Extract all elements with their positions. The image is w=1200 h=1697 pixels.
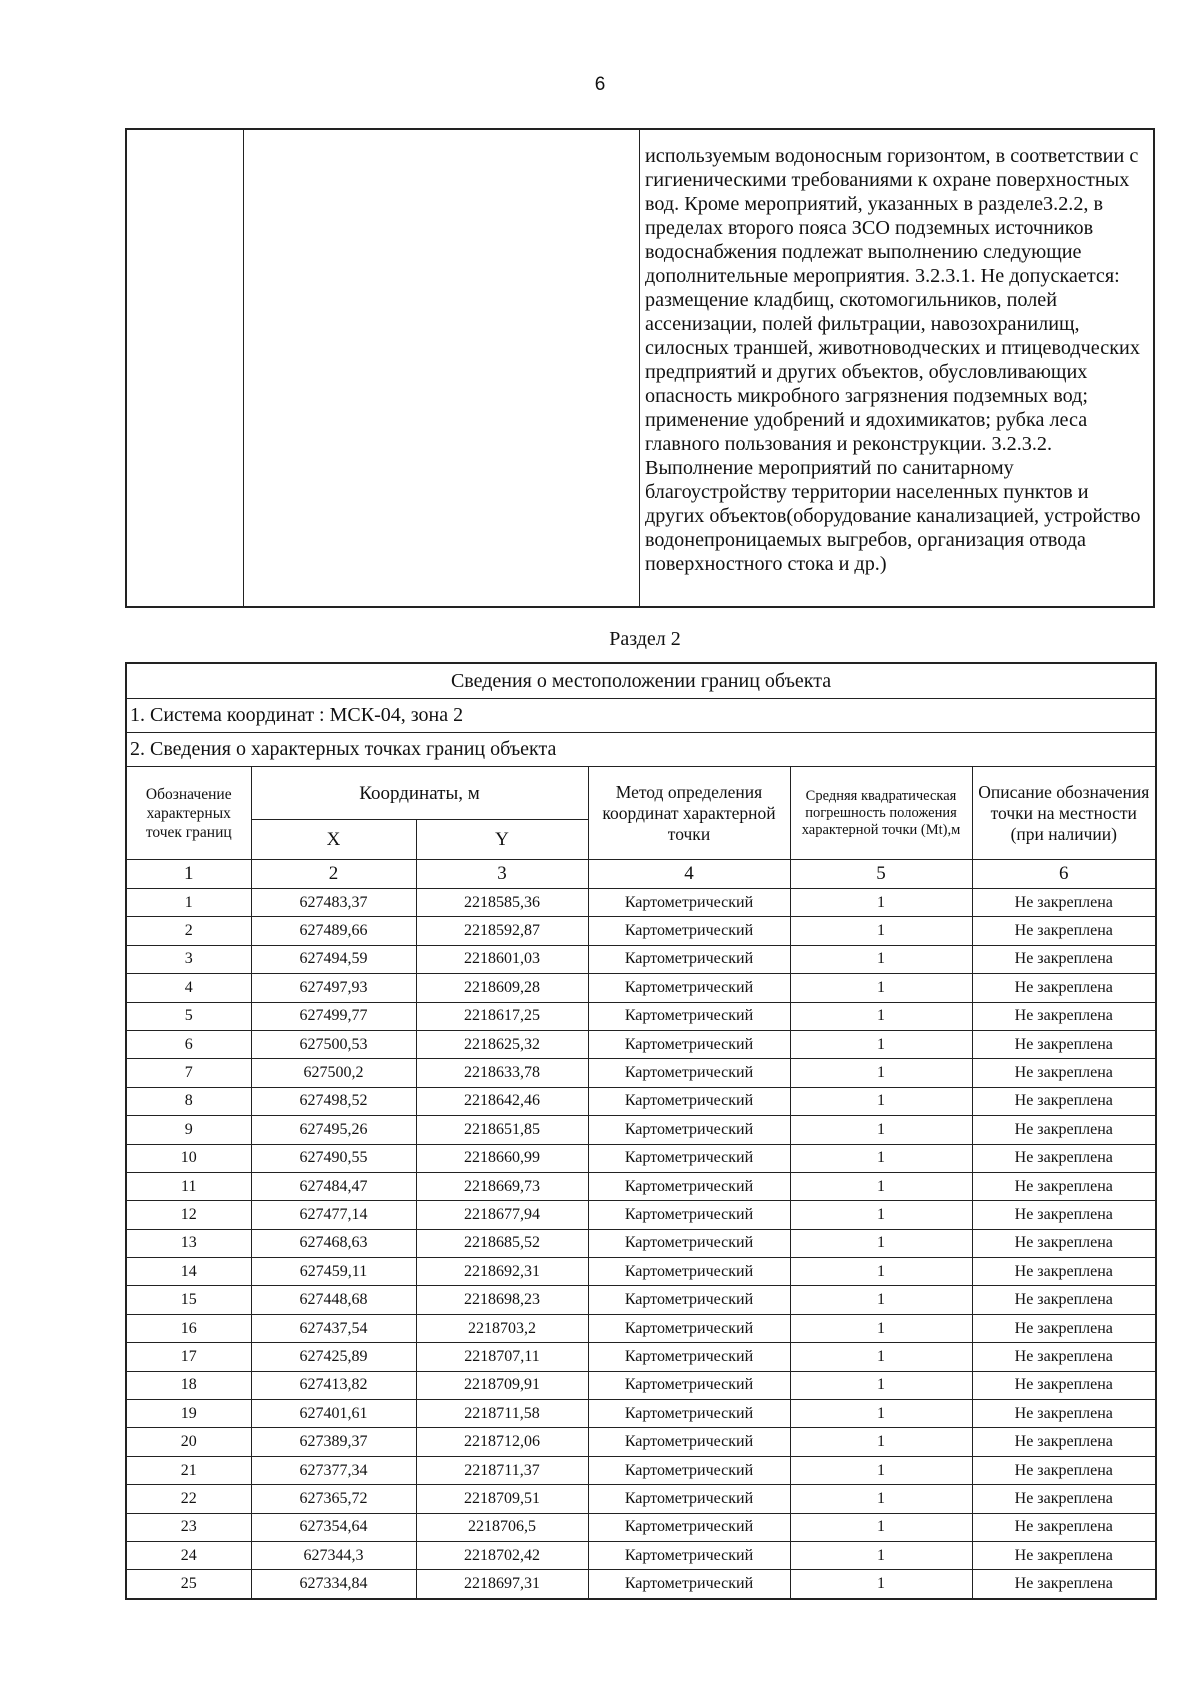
cell-description: Не закреплена [972, 1030, 1156, 1058]
cell-point: 21 [126, 1456, 251, 1484]
cell-description: Не закреплена [972, 1059, 1156, 1087]
cell-description: Не закреплена [972, 974, 1156, 1002]
cell-point: 16 [126, 1314, 251, 1342]
cell-x: 627500,53 [251, 1030, 416, 1058]
cell-error: 1 [790, 1400, 972, 1428]
cell-error: 1 [790, 1456, 972, 1484]
column-number: 5 [790, 860, 972, 889]
cell-y: 2218633,78 [416, 1059, 588, 1087]
cell-method: Картометрический [588, 1513, 790, 1541]
header-point: Обозначение характерных точек границ [126, 767, 251, 860]
header-description: Описание обозначения точки на местности (при наличии) [972, 767, 1156, 860]
section-title: Раздел 2 [609, 628, 681, 650]
cell-x: 627389,37 [251, 1428, 416, 1456]
cell-description: Не закреплена [972, 889, 1156, 917]
table-row [126, 945, 1156, 973]
cell-y: 2218609,28 [416, 974, 588, 1002]
table-row [126, 1059, 1156, 1087]
cell-point: 2 [126, 917, 251, 945]
table-row [126, 1172, 1156, 1200]
points-title: 2. Сведения о характерных точках границ объекта [126, 733, 1156, 767]
cell-point: 7 [126, 1059, 251, 1087]
cell-point: 1 [126, 889, 251, 917]
cell-x: 627459,11 [251, 1258, 416, 1286]
cell-x: 627494,59 [251, 945, 416, 973]
header-method: Метод определения координат характерной точки [588, 767, 790, 860]
cell-x: 627483,37 [251, 889, 416, 917]
header-error: Средняя квадратическая погрешность положения характерной точки (Mt),м [790, 767, 972, 860]
cell-x: 627468,63 [251, 1229, 416, 1257]
cell-error: 1 [790, 1030, 972, 1058]
cell-y: 2218709,51 [416, 1485, 588, 1513]
cell-point: 14 [126, 1258, 251, 1286]
cell-y: 2218642,46 [416, 1087, 588, 1115]
cell-method: Картометрический [588, 1570, 790, 1599]
table-row [126, 889, 1156, 917]
cell-y: 2218669,73 [416, 1172, 588, 1200]
table-row [126, 1030, 1156, 1058]
cell-x: 627498,52 [251, 1087, 416, 1115]
cell-description: Не закреплена [972, 1428, 1156, 1456]
cell-x: 627497,93 [251, 974, 416, 1002]
cell-y: 2218592,87 [416, 917, 588, 945]
cell-method: Картометрический [588, 1428, 790, 1456]
cell-point: 23 [126, 1513, 251, 1541]
table-row [126, 1400, 1156, 1428]
cell-error: 1 [790, 1229, 972, 1257]
cell-y: 2218712,06 [416, 1428, 588, 1456]
cell-y: 2218697,31 [416, 1570, 588, 1599]
cell-description: Не закреплена [972, 1002, 1156, 1030]
cell-y: 2218601,03 [416, 945, 588, 973]
table-row [126, 1456, 1156, 1484]
header-coords: Координаты, м [251, 767, 588, 820]
column-number-row [126, 860, 1156, 889]
column-number: 3 [416, 860, 588, 889]
cell-x: 627377,34 [251, 1456, 416, 1484]
column-number: 4 [588, 860, 790, 889]
cell-y: 2218706,5 [416, 1513, 588, 1541]
cell-error: 1 [790, 1371, 972, 1399]
cell-x: 627484,47 [251, 1172, 416, 1200]
cell-point: 10 [126, 1144, 251, 1172]
cell-x: 627401,61 [251, 1400, 416, 1428]
cell-point: 8 [126, 1087, 251, 1115]
cell-description: Не закреплена [972, 1371, 1156, 1399]
cell-y: 2218703,2 [416, 1314, 588, 1342]
cell-method: Картометрический [588, 1400, 790, 1428]
cell-point: 9 [126, 1116, 251, 1144]
boundary-points-table [125, 662, 1157, 1600]
header-x: X [251, 820, 416, 860]
cell-method: Картометрический [588, 1343, 790, 1371]
cell-error: 1 [790, 1116, 972, 1144]
cell-method: Картометрический [588, 1172, 790, 1200]
table-row [126, 1286, 1156, 1314]
column-number: 2 [251, 860, 416, 889]
cell-point: 15 [126, 1286, 251, 1314]
cell-y: 2218698,23 [416, 1286, 588, 1314]
cell-method: Картометрический [588, 1059, 790, 1087]
cell-point: 5 [126, 1002, 251, 1030]
table-title: Сведения о местоположении границ объекта [126, 663, 1156, 699]
cell-description: Не закреплена [972, 1513, 1156, 1541]
cell-description: Не закреплена [972, 1201, 1156, 1229]
cell-method: Картометрический [588, 1116, 790, 1144]
cell-x: 627354,64 [251, 1513, 416, 1541]
cell-y: 2218711,58 [416, 1400, 588, 1428]
cell-error: 1 [790, 1343, 972, 1371]
cell-description: Не закреплена [972, 1286, 1156, 1314]
cell-point: 6 [126, 1030, 251, 1058]
cell-method: Картометрический [588, 1002, 790, 1030]
cell-method: Картометрический [588, 1541, 790, 1569]
cell-x: 627490,55 [251, 1144, 416, 1172]
cell-error: 1 [790, 1002, 972, 1030]
cell-description: Не закреплена [972, 1570, 1156, 1599]
cell-description: Не закреплена [972, 1258, 1156, 1286]
table-row [126, 917, 1156, 945]
cell-y: 2218707,11 [416, 1343, 588, 1371]
page-number: 6 [594, 74, 606, 95]
cell-point: 3 [126, 945, 251, 973]
table-row [126, 1485, 1156, 1513]
cell-method: Картометрический [588, 1456, 790, 1484]
table-row [126, 1428, 1156, 1456]
table-row [126, 1570, 1156, 1599]
cell-description: Не закреплена [972, 1456, 1156, 1484]
cell-x: 627489,66 [251, 917, 416, 945]
cell-error: 1 [790, 889, 972, 917]
cell-y: 2218617,25 [416, 1002, 588, 1030]
cell-y: 2218625,32 [416, 1030, 588, 1058]
cell-error: 1 [790, 1258, 972, 1286]
cell-point: 13 [126, 1229, 251, 1257]
cell-method: Картометрический [588, 1201, 790, 1229]
table-row [126, 1371, 1156, 1399]
continuation-cell-empty-1 [127, 130, 244, 606]
cell-description: Не закреплена [972, 1485, 1156, 1513]
cell-description: Не закреплена [972, 1400, 1156, 1428]
continuation-cell-empty-2 [243, 130, 640, 606]
cell-x: 627425,89 [251, 1343, 416, 1371]
cell-error: 1 [790, 945, 972, 973]
table-row [126, 974, 1156, 1002]
cell-method: Картометрический [588, 1314, 790, 1342]
cell-error: 1 [790, 1201, 972, 1229]
cell-point: 25 [126, 1570, 251, 1599]
cell-error: 1 [790, 1570, 972, 1599]
cell-y: 2218711,37 [416, 1456, 588, 1484]
cell-y: 2218709,91 [416, 1371, 588, 1399]
cell-x: 627495,26 [251, 1116, 416, 1144]
cell-error: 1 [790, 1172, 972, 1200]
continuation-cell-text: используемым водоносным горизонтом, в соответствии с гигиеническими требованиями к охране поверхностных вод. Кроме мероприятий, указанных в разделе3.2.2, в пределах второго пояса ЗСО подземных источников водоснабжения подлежат выполнению следующие дополнительные мероприятия. 3.2.3.1. Не допускается: размещение кладбищ, скотомогильников, полей ассенизации, полей фильтрации, навозохранилищ, силосных траншей, животноводческих и птицеводческих предприятий и других объектов, обусловливающих опасность микробного загрязнения подземных вод; применение удобрений и ядохимикатов; рубка леса главного пользования и реконструкции. 3.2.3.2. Выполнение мероприятий по санитарному благоустройству территории населенных пунктов и других объектов(оборудование канализацией, устройство водонепроницаемых выгребов, организация отвода поверхностного стока и др.) [645, 145, 1141, 575]
cell-error: 1 [790, 1314, 972, 1342]
cell-point: 4 [126, 974, 251, 1002]
cell-y: 2218660,99 [416, 1144, 588, 1172]
cell-error: 1 [790, 1144, 972, 1172]
table-row [126, 1513, 1156, 1541]
cell-x: 627448,68 [251, 1286, 416, 1314]
cell-error: 1 [790, 1541, 972, 1569]
cell-description: Не закреплена [972, 1144, 1156, 1172]
cell-error: 1 [790, 1059, 972, 1087]
cell-x: 627499,77 [251, 1002, 416, 1030]
table-row [126, 1229, 1156, 1257]
cell-point: 19 [126, 1400, 251, 1428]
cell-point: 17 [126, 1343, 251, 1371]
cell-error: 1 [790, 917, 972, 945]
column-number: 6 [972, 860, 1156, 889]
cell-x: 627344,3 [251, 1541, 416, 1569]
cell-description: Не закреплена [972, 945, 1156, 973]
cell-x: 627365,72 [251, 1485, 416, 1513]
table-row [126, 1314, 1156, 1342]
cell-description: Не закреплена [972, 1343, 1156, 1371]
cell-y: 2218692,31 [416, 1258, 588, 1286]
table-row [126, 1541, 1156, 1569]
table-row [126, 1343, 1156, 1371]
cell-point: 20 [126, 1428, 251, 1456]
table-row [126, 1201, 1156, 1229]
cell-error: 1 [790, 974, 972, 1002]
cell-y: 2218685,52 [416, 1229, 588, 1257]
cell-point: 11 [126, 1172, 251, 1200]
cell-point: 22 [126, 1485, 251, 1513]
cell-error: 1 [790, 1286, 972, 1314]
cell-method: Картометрический [588, 1030, 790, 1058]
table-row [126, 1087, 1156, 1115]
cell-method: Картометрический [588, 1087, 790, 1115]
cell-description: Не закреплена [972, 1314, 1156, 1342]
cell-description: Не закреплена [972, 1087, 1156, 1115]
cell-description: Не закреплена [972, 1172, 1156, 1200]
cell-method: Картометрический [588, 1144, 790, 1172]
cell-method: Картометрический [588, 1286, 790, 1314]
table-row [126, 1002, 1156, 1030]
cell-description: Не закреплена [972, 1229, 1156, 1257]
table-row [126, 1144, 1156, 1172]
cell-method: Картометрический [588, 974, 790, 1002]
cell-description: Не закреплена [972, 1116, 1156, 1144]
cell-x: 627334,84 [251, 1570, 416, 1599]
cell-point: 18 [126, 1371, 251, 1399]
cell-description: Не закреплена [972, 1541, 1156, 1569]
cell-method: Картометрический [588, 945, 790, 973]
coord-system: 1. Система координат : МСК-04, зона 2 [126, 699, 1156, 733]
cell-method: Картометрический [588, 917, 790, 945]
cell-y: 2218702,42 [416, 1541, 588, 1569]
cell-description: Не закреплена [972, 917, 1156, 945]
cell-y: 2218585,36 [416, 889, 588, 917]
cell-point: 24 [126, 1541, 251, 1569]
cell-method: Картометрический [588, 1371, 790, 1399]
cell-y: 2218677,94 [416, 1201, 588, 1229]
cell-error: 1 [790, 1087, 972, 1115]
cell-y: 2218651,85 [416, 1116, 588, 1144]
continuation-table [125, 128, 1155, 608]
cell-error: 1 [790, 1485, 972, 1513]
cell-method: Картометрический [588, 889, 790, 917]
cell-x: 627500,2 [251, 1059, 416, 1087]
cell-error: 1 [790, 1513, 972, 1541]
cell-method: Картометрический [588, 1485, 790, 1513]
table-row [126, 1116, 1156, 1144]
cell-point: 12 [126, 1201, 251, 1229]
cell-error: 1 [790, 1428, 972, 1456]
cell-x: 627413,82 [251, 1371, 416, 1399]
table-row [126, 1258, 1156, 1286]
header-y: Y [416, 820, 588, 860]
cell-method: Картометрический [588, 1229, 790, 1257]
column-number: 1 [126, 860, 251, 889]
cell-x: 627437,54 [251, 1314, 416, 1342]
cell-method: Картометрический [588, 1258, 790, 1286]
cell-x: 627477,14 [251, 1201, 416, 1229]
